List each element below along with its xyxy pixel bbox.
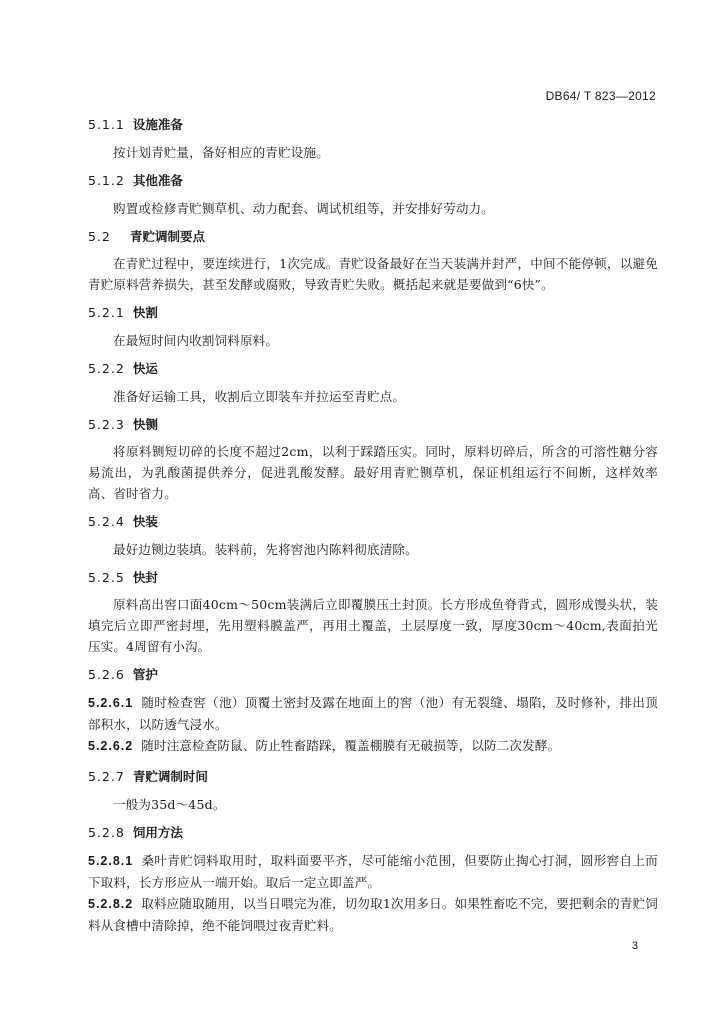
- document-code: DB64/ T 823—2012: [545, 89, 656, 103]
- section-title: 快铡: [132, 417, 158, 432]
- section-title: 管护: [132, 667, 158, 682]
- subsection-paragraph: [88, 893, 658, 936]
- section-heading: [88, 360, 658, 378]
- section-number: 5.2: [88, 229, 111, 244]
- section-number: 5.1.2: [88, 173, 125, 188]
- section-number: 5.2.5: [88, 570, 125, 585]
- section-heading: [88, 416, 658, 434]
- section-number: 5.2.7: [88, 769, 125, 784]
- section-heading: [88, 116, 658, 134]
- section-heading: [88, 513, 658, 531]
- paragraph: 原料高出窖口面40cm～50cm装满后立即覆膜压土封顶。长方形成鱼脊背式，圆形成馒头状，装填完后立即严密封埋，先用塑料膜盖严，再用土覆盖，土层厚度一致，厚度30cm～40cm,表面拍光压实。4周留有小沟。: [88, 597, 658, 654]
- paragraph: 在最短时间内收割饲料原料。: [113, 333, 279, 348]
- subsection-paragraph: [88, 735, 658, 757]
- section-number: 5.2.8: [88, 825, 125, 840]
- paragraph: 最好边铡边装填。装料前，先将窖池内陈料彻底清除。: [113, 542, 418, 557]
- subsection-paragraph: [88, 692, 658, 735]
- subsection-text: 取料应随取随用，以当日喂完为准，切勿取1次用多日。如果牲畜吃不完，要把剩余的青贮饲料从食槽中清除掉，绝不能饲喂过夜青贮料。: [88, 896, 658, 933]
- section-heading: [88, 666, 658, 684]
- subsection-text: 随时注意检查防鼠、防止牲畜踏踩，覆盖棚膜有无破损等，以防二次发酵。: [141, 738, 561, 753]
- subsection-number: 5.2.8.2: [88, 897, 134, 911]
- section-title: 快装: [132, 514, 158, 529]
- section-title: 快封: [132, 570, 158, 585]
- section-heading: [88, 304, 658, 322]
- section-title: 青贮调制要点: [130, 229, 206, 244]
- page-number: 3: [631, 940, 638, 952]
- section-heading: [88, 228, 658, 246]
- document-body: [88, 116, 658, 936]
- paragraph: 在青贮过程中，要连续进行，1次完成。青贮设备最好在当天装满并封严，中间不能停顿，以避免青贮原料营养损失，甚至发酵或腐败，导致青贮失败。概括起来就是要做到“6快”。: [88, 256, 658, 292]
- section-number: 5.2.6: [88, 667, 125, 682]
- paragraph: 购置或检修青贮铡草机、动力配套、调试机组等，并安排好劳动力。: [113, 201, 495, 216]
- section-heading: [88, 824, 658, 842]
- section-number: 5.2.2: [88, 361, 125, 376]
- section-title: 快割: [132, 305, 158, 320]
- paragraph: 按计划青贮量，备好相应的青贮设施。: [113, 145, 329, 160]
- section-number: 5.2.1: [88, 305, 125, 320]
- paragraph: 将原料铡短切碎的长度不超过2cm，以利于踩踏压实。同时，原料切碎后，所含的可溶性糖分容易流出，为乳酸菌提供养分，促进乳酸发酵。最好用青贮铡草机，保证机组运行不间断，这样效率高、省时省力。: [88, 444, 658, 501]
- subsection-number: 5.2.6.1: [88, 696, 134, 710]
- section-title: 青贮调制时间: [132, 769, 208, 784]
- paragraph: 一般为35d～45d。: [113, 797, 226, 812]
- section-number: 5.2.4: [88, 514, 125, 529]
- subsection-text: 随时检查窖（池）顶覆土密封及露在地面上的窖（池）有无裂缝、塌陷，及时修补，排出顶部积水，以防透气浸水。: [88, 695, 658, 732]
- section-title: 快运: [132, 361, 158, 376]
- subsection-paragraph: [88, 850, 658, 893]
- section-number: 5.1.1: [88, 117, 125, 132]
- subsection-text: 桑叶青贮饲料取用时，取料面要平齐，尽可能缩小范围，但要防止掏心打洞，圆形窖自上而下取料，长方形应从一端开始。取后一定立即盖严。: [88, 853, 658, 890]
- paragraph: 准备好运输工具，收割后立即装车并拉运至青贮点。: [113, 389, 406, 404]
- subsection-number: 5.2.6.2: [88, 739, 134, 753]
- section-title: 设施准备: [132, 117, 183, 132]
- section-title: 饲用方法: [132, 825, 183, 840]
- section-heading: [88, 768, 658, 786]
- section-title: 其他准备: [132, 173, 183, 188]
- subsection-number: 5.2.8.1: [88, 854, 134, 868]
- section-heading: [88, 172, 658, 190]
- section-heading: [88, 569, 658, 587]
- section-number: 5.2.3: [88, 417, 125, 432]
